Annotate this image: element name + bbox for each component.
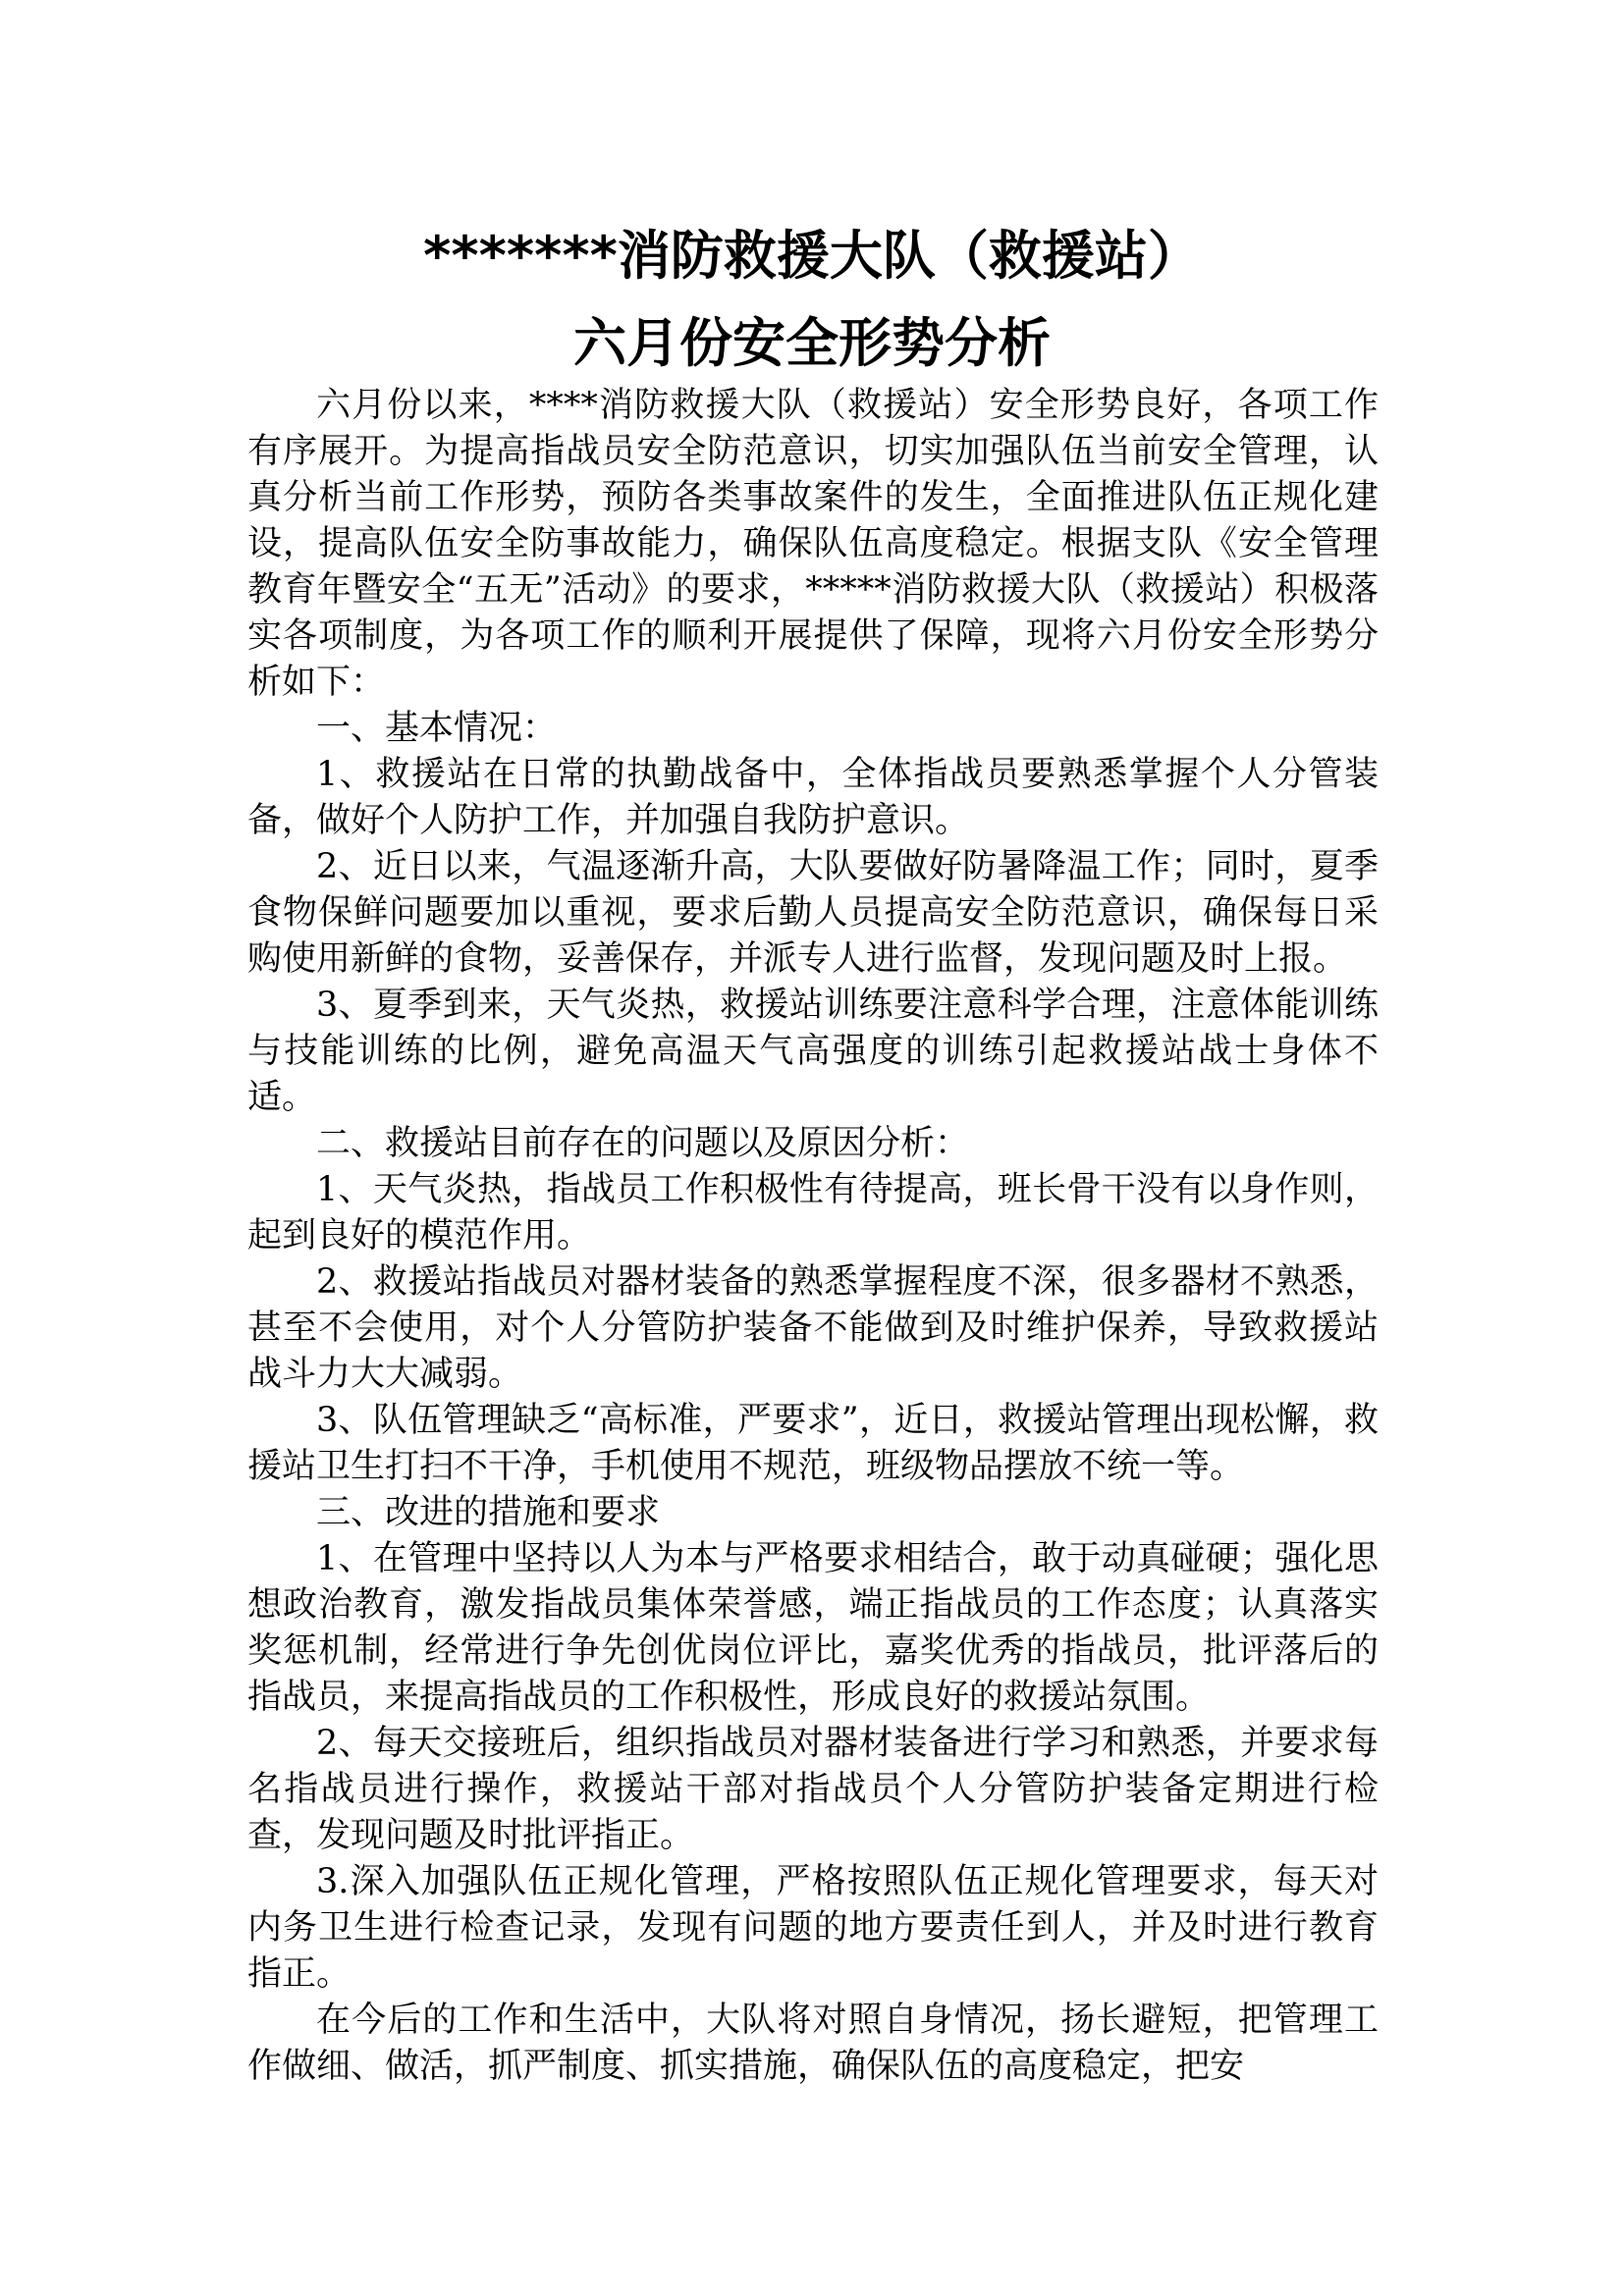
document-title-line-1: *******消防救援大队（救援站）: [423, 225, 1201, 287]
measure-item-2: 2、每天交接班后，组织指战员对器材装备进行学习和熟悉，并要求每名指战员进行操作，救援站干部对指战员个人分管防护装备定期进行检查，发现问题及时批评指正。: [247, 1724, 1379, 1855]
measure-item-1: 1、在管理中坚持以人为本与严格要求相结合，敢于动真碰硬；强化思想政治教育，激发指战员集体荣誉感，端正指战员的工作态度；认真落实奖惩机制，经常进行争先创优岗位评比，嘉奖优秀的指战员，批评落后的指战员，来提高指战员的工作积极性，形成良好的救援站氛围。: [247, 1539, 1379, 1717]
section-heading-problems: 二、救援站目前存在的问题以及原因分析：: [316, 1124, 970, 1163]
document-body: [247, 383, 1379, 2090]
basic-situation-item-3: 3、夏季到来，天气炎热，救援站训练要注意科学合理，注意体能训练与技能训练的比例，避免高温天气高强度的训练引起救援站战士身体不适。: [247, 986, 1379, 1117]
problem-item-2: 2、救援站指战员对器材装备的熟悉掌握程度不深，很多器材不熟悉，甚至不会使用，对个人分管防护装备不能做到及时维护保养，导致救援站战斗力大大减弱。: [247, 1262, 1379, 1394]
section-heading-basic-situation: 一、基本情况：: [316, 709, 558, 748]
basic-situation-item-2: 2、近日以来，气温逐渐升高，大队要做好防暑降温工作；同时，夏季食物保鲜问题要加以重视，要求后勤人员提高安全防范意识，确保每日采购使用新鲜的食物，妥善保存，并派专人进行监督，发现问题及时上报。: [247, 847, 1379, 979]
basic-situation-item-1: 1、救援站在日常的执勤战备中，全体指战员要熟悉掌握个人分管装备，做好个人防护工作，并加强自我防护意识。: [247, 755, 1379, 840]
intro-paragraph: 六月份以来，****消防救援大队（救援站）安全形势良好，各项工作有序展开。为提高指战员安全防范意识，切实加强队伍当前安全管理，认真分析当前工作形势，预防各类事故案件的发生，全面推进队伍正规化建设，提高队伍安全防事故能力，确保队伍高度稳定。根据支队《安全管理教育年暨安全“五无”活动》的要求，*****消防救援大队（救援站）积极落实各项制度，为各项工作的顺利开展提供了保障，现将六月份安全形势分析如下：: [247, 386, 1379, 702]
problem-item-1: 1、天气炎热，指战员工作积极性有待提高，班长骨干没有以身作则，起到良好的模范作用。: [247, 1170, 1379, 1255]
document-title-line-2: 六月份安全形势分析: [573, 312, 1051, 374]
measure-item-3: 3.深入加强队伍正规化管理，严格按照队伍正规化管理要求，每天对内务卫生进行检查记录，发现有问题的地方要责任到人，并及时进行教育指正。: [247, 1862, 1379, 1994]
section-heading-measures: 三、改进的措施和要求: [316, 1493, 661, 1532]
closing-paragraph: 在今后的工作和生活中，大队将对照自身情况，扬长避短，把管理工作做细、做活，抓严制度、抓实措施，确保队伍的高度稳定，把安: [247, 2001, 1379, 2086]
problem-item-3: 3、队伍管理缺乏“高标准，严要求”，近日，救援站管理出现松懈，救援站卫生打扫不干净，手机使用不规范，班级物品摆放不统一等。: [247, 1401, 1379, 1486]
